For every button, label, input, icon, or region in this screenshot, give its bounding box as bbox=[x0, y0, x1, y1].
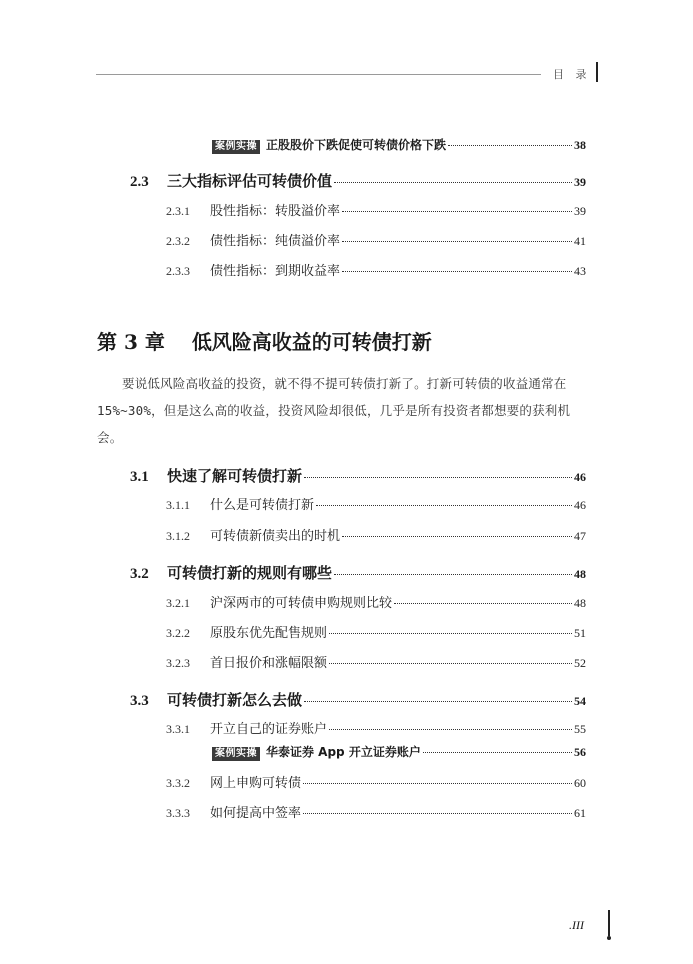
entry-title: 三大指标评估可转债价值 bbox=[167, 172, 333, 190]
dot-leader bbox=[423, 752, 572, 753]
toc-entry-subsection[interactable] bbox=[0, 622, 586, 641]
entry-title: 华泰证券 App 开立证券账户 bbox=[266, 745, 421, 759]
entry-title: 首日报价和涨幅限额 bbox=[210, 656, 328, 671]
subsection-number: 3.3.2 bbox=[166, 776, 190, 790]
chapter-heading[interactable] bbox=[97, 326, 432, 355]
entry-title: 债性指标：到期收益率 bbox=[210, 264, 341, 279]
entry-page: 43 bbox=[574, 264, 586, 278]
entry-page: 48 bbox=[574, 596, 586, 610]
entry-page: 47 bbox=[574, 529, 586, 543]
subsection-number: 3.2.1 bbox=[166, 596, 190, 610]
dot-leader bbox=[329, 633, 572, 634]
toc-entry-subsection[interactable] bbox=[0, 718, 586, 737]
header-label: 目 录 bbox=[553, 68, 591, 81]
entry-page: 56 bbox=[574, 745, 586, 759]
dot-leader bbox=[316, 505, 572, 506]
entry-title: 沪深两市的可转债申购规则比较 bbox=[210, 596, 393, 611]
section-number: 3.1 bbox=[130, 469, 149, 485]
toc-entry-subsection[interactable] bbox=[0, 772, 586, 791]
toc-entry-subsection[interactable] bbox=[0, 230, 586, 249]
entry-title: 可转债新债卖出的时机 bbox=[210, 529, 341, 544]
entry-title: 原股东优先配售规则 bbox=[210, 626, 328, 641]
case-tag: 案例实操 bbox=[212, 747, 260, 761]
dot-leader bbox=[334, 574, 572, 575]
entry-page: 51 bbox=[574, 626, 586, 640]
entry-page: 41 bbox=[574, 234, 586, 248]
header-bar bbox=[596, 62, 598, 82]
toc-entry-subsection[interactable] bbox=[0, 525, 586, 544]
subsection-number: 3.2.2 bbox=[166, 626, 190, 640]
subsection-number: 2.3.2 bbox=[166, 234, 190, 248]
subsection-number: 2.3.3 bbox=[166, 264, 190, 278]
entry-title: 正股股价下跌促使可转债价格下跌 bbox=[266, 138, 447, 152]
section-number: 3.3 bbox=[130, 693, 149, 709]
toc-entry-section[interactable] bbox=[0, 562, 586, 583]
entry-title: 可转债打新的规则有哪些 bbox=[167, 564, 333, 582]
entry-page: 38 bbox=[574, 138, 586, 152]
entry-title: 快速了解可转债打新 bbox=[167, 467, 303, 485]
dot-leader bbox=[334, 182, 572, 183]
dot-leader bbox=[303, 783, 572, 784]
dot-leader bbox=[342, 211, 572, 212]
dot-leader bbox=[329, 663, 572, 664]
chapter-title: 低风险高收益的可转债打新 bbox=[191, 330, 432, 354]
entry-title: 债性指标：纯债溢价率 bbox=[210, 234, 341, 249]
toc-entry-case[interactable] bbox=[0, 743, 586, 761]
entry-page: 52 bbox=[574, 656, 586, 670]
dot-leader bbox=[448, 145, 572, 146]
toc-entry-subsection[interactable] bbox=[0, 652, 586, 671]
toc-entry-case[interactable] bbox=[0, 136, 586, 154]
subsection-number: 3.3.3 bbox=[166, 806, 190, 820]
case-tag: 案例实操 bbox=[212, 140, 260, 154]
section-number: 2.3 bbox=[130, 174, 149, 190]
entry-page: 54 bbox=[574, 694, 586, 708]
dot-leader bbox=[304, 701, 572, 702]
section-number: 3.2 bbox=[130, 566, 149, 582]
toc-entry-subsection[interactable] bbox=[0, 200, 586, 219]
entry-page: 39 bbox=[574, 204, 586, 218]
header-rule bbox=[96, 74, 541, 75]
toc-entry-section[interactable] bbox=[0, 170, 586, 191]
footer-dot bbox=[607, 936, 611, 940]
subsection-number: 2.3.1 bbox=[166, 204, 190, 218]
toc-entry-subsection[interactable] bbox=[0, 802, 586, 821]
entry-page: 46 bbox=[574, 470, 586, 484]
entry-page: 39 bbox=[574, 175, 586, 189]
entry-title: 什么是可转债打新 bbox=[210, 498, 315, 513]
entry-page: 61 bbox=[574, 806, 586, 820]
dot-leader bbox=[342, 271, 572, 272]
footer-bar bbox=[608, 910, 610, 936]
entry-page: 55 bbox=[574, 722, 586, 736]
subsection-number: 3.1.2 bbox=[166, 529, 190, 543]
entry-page: 60 bbox=[574, 776, 586, 790]
entry-title: 网上申购可转债 bbox=[210, 776, 302, 791]
dot-leader bbox=[394, 603, 572, 604]
subsection-number: 3.2.3 bbox=[166, 656, 190, 670]
dot-leader bbox=[342, 536, 572, 537]
toc-entry-subsection[interactable] bbox=[0, 260, 586, 279]
entry-page: 48 bbox=[574, 567, 586, 581]
dot-leader bbox=[304, 477, 572, 478]
entry-title: 可转债打新怎么去做 bbox=[167, 691, 303, 709]
subsection-number: 3.3.1 bbox=[166, 722, 190, 736]
toc-entry-subsection[interactable] bbox=[0, 494, 586, 513]
chapter-number: 第 3 章 bbox=[97, 330, 165, 354]
dot-leader bbox=[342, 241, 572, 242]
subsection-number: 3.1.1 bbox=[166, 498, 190, 512]
dot-leader bbox=[329, 729, 572, 730]
toc-entry-section[interactable] bbox=[0, 689, 586, 710]
entry-title: 如何提高中签率 bbox=[210, 806, 302, 821]
entry-title: 开立自己的证券账户 bbox=[210, 722, 328, 737]
entry-page: 46 bbox=[574, 498, 586, 512]
entry-title: 股性指标：转股溢价率 bbox=[210, 204, 341, 219]
toc-entry-section[interactable] bbox=[0, 465, 586, 486]
chapter-intro: 要说低风险高收益的投资，就不得不提可转债打新了。打新可转债的收益通常在 15%~30%，但是这么高的收益，投资风险却很低，几乎是所有投资者都想要的获利机会。 bbox=[97, 376, 571, 445]
page-number: .III bbox=[569, 918, 584, 932]
dot-leader bbox=[303, 813, 572, 814]
toc-entry-subsection[interactable] bbox=[0, 592, 586, 611]
